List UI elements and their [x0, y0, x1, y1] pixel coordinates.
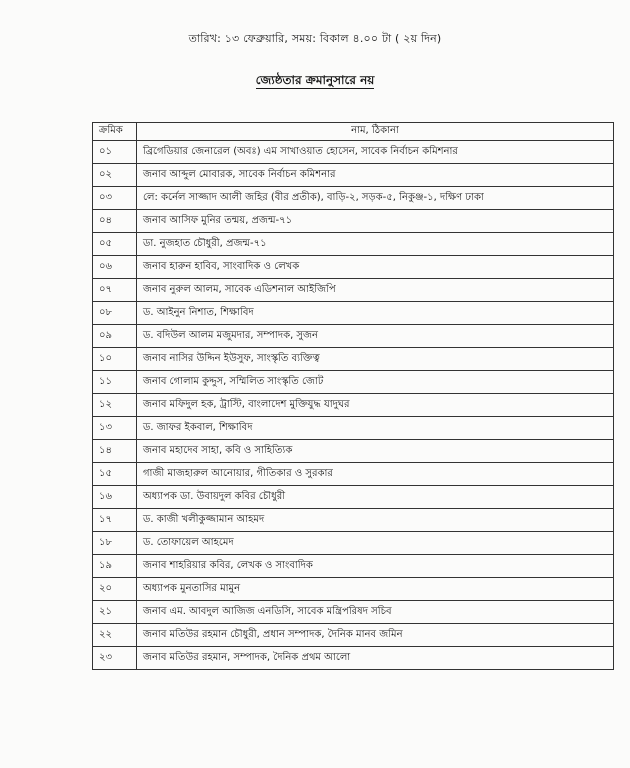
- table-row: [93, 417, 614, 440]
- row-name-address: জনাব মতিউর রহমান, সম্পাদক, দৈনিক প্রথম আলো: [137, 647, 614, 670]
- row-name-address: জনাব মতিউর রহমান চৌধুরী, প্রধান সম্পাদক, দৈনিক মানব জমিন: [137, 624, 614, 647]
- row-serial: ২১: [93, 601, 137, 624]
- row-serial: ১২: [93, 394, 137, 417]
- table-row: [93, 394, 614, 417]
- row-serial: ০১: [93, 141, 137, 164]
- row-name-address: জনাব মহাদেব সাহা, কবি ও সাহিত্যিক: [137, 440, 614, 463]
- date-time-line: তারিখ: ১৩ ফেব্রুয়ারি, সময়: বিকাল ৪.০০ টা ( ২য় দিন): [188, 32, 442, 45]
- table-row: [93, 371, 614, 394]
- table-row: [93, 256, 614, 279]
- row-serial: ২২: [93, 624, 137, 647]
- row-serial: ০৪: [93, 210, 137, 233]
- row-name-address: অধ্যাপক ডা. উবায়দুল কবির চৌধুরী: [137, 486, 614, 509]
- row-serial: ১৫: [93, 463, 137, 486]
- table-row: [93, 532, 614, 555]
- row-name-address: গাজী মাজহারুল আনোয়ার, গীতিকার ও সুরকার: [137, 463, 614, 486]
- row-serial: ০২: [93, 164, 137, 187]
- table-row: [93, 141, 614, 164]
- row-name-address: জনাব নাসির উদ্দিন ইউসুফ, সাংস্কৃতি ব্যক্তিত্ব: [137, 348, 614, 371]
- row-name-address: লে: কর্নেল সাজ্জাদ আলী জহির (বীর প্রতীক), বাড়ি-২, সড়ক-৫, নিকুঞ্জ-১, দক্ষিণ ঢাকা: [137, 187, 614, 210]
- row-name-address: জনাব এম. আবদুল আজিজ এনডিসি, সাবেক মন্ত্রিপরিষদ সচিব: [137, 601, 614, 624]
- table-row: [93, 647, 614, 670]
- table-row: [93, 210, 614, 233]
- row-name-address: অধ্যাপক মুনতাসির মামুন: [137, 578, 614, 601]
- row-name-address: ডা. নুজহাত চৌধুরী, প্রজন্ম-৭১: [137, 233, 614, 256]
- row-name-address: জনাব শাহরিয়ার কবির, লেখক ও সাংবাদিক: [137, 555, 614, 578]
- table-row: [93, 440, 614, 463]
- row-serial: ১৩: [93, 417, 137, 440]
- table-row: [93, 164, 614, 187]
- row-serial: ১৬: [93, 486, 137, 509]
- row-name-address: ড. বদিউল আলম মজুমদার, সম্পাদক, সুজন: [137, 325, 614, 348]
- row-serial: ১৯: [93, 555, 137, 578]
- document-heading: [0, 72, 630, 92]
- table-row: [93, 578, 614, 601]
- table-row: [93, 624, 614, 647]
- row-serial: ০৩: [93, 187, 137, 210]
- table-header-row: [93, 123, 614, 141]
- row-name-address: ড. জাফর ইকবাল, শিক্ষাবিদ: [137, 417, 614, 440]
- table-row: [93, 348, 614, 371]
- row-serial: ১০: [93, 348, 137, 371]
- header-serial: ক্রমিক: [93, 123, 137, 141]
- row-name-address: ড. তোফায়েল আহমেদ: [137, 532, 614, 555]
- table-row: [93, 325, 614, 348]
- header-name-address: নাম, ঠিকানা: [137, 123, 614, 141]
- row-name-address: জনাব হারুন হাবিব, সাংবাদিক ও লেখক: [137, 256, 614, 279]
- row-name-address: ড. কাজী খলীকুজ্জামান আহমদ: [137, 509, 614, 532]
- table-row: [93, 509, 614, 532]
- row-serial: ১৪: [93, 440, 137, 463]
- row-serial: ০৫: [93, 233, 137, 256]
- table-row: [93, 555, 614, 578]
- row-serial: ১১: [93, 371, 137, 394]
- table-row: [93, 463, 614, 486]
- row-name-address: ড. আইনুন নিশাত, শিক্ষাবিদ: [137, 302, 614, 325]
- row-serial: ০৭: [93, 279, 137, 302]
- row-serial: ২৩: [93, 647, 137, 670]
- row-name-address: জনাব আব্দুল মোবারক, সাবেক নির্বাচন কমিশনার: [137, 164, 614, 187]
- table-row: [93, 279, 614, 302]
- row-name-address: জনাব মফিদুল হক, ট্রাস্টি, বাংলাদেশ মুক্তিযুদ্ধ যাদুঘর: [137, 394, 614, 417]
- table-row: [93, 601, 614, 624]
- table-body: [93, 141, 614, 670]
- row-serial: ১৮: [93, 532, 137, 555]
- row-name-address: জনাব আসিফ মুনির তন্ময়, প্রজন্ম-৭১: [137, 210, 614, 233]
- heading-text: জ্যেষ্ঠতার ক্রমানুসারে নয়: [255, 73, 375, 87]
- table-row: [93, 233, 614, 256]
- row-name-address: জনাব নুরুল আলম, সাবেক এডিশনাল আইজিপি: [137, 279, 614, 302]
- table-row: [93, 187, 614, 210]
- row-serial: ০৬: [93, 256, 137, 279]
- invitee-table: [92, 122, 614, 670]
- row-name-address: ব্রিগেডিয়ার জেনারেল (অবঃ) এম সাখাওয়াত হোসেন, সাবেক নির্বাচন কমিশনার: [137, 141, 614, 164]
- row-serial: ০৯: [93, 325, 137, 348]
- row-name-address: জনাব গোলাম কুদ্দুস, সম্মিলিত সাংস্কৃতি জোট: [137, 371, 614, 394]
- row-serial: ২০: [93, 578, 137, 601]
- row-serial: ১৭: [93, 509, 137, 532]
- table-row: [93, 486, 614, 509]
- row-serial: ০৮: [93, 302, 137, 325]
- table-row: [93, 302, 614, 325]
